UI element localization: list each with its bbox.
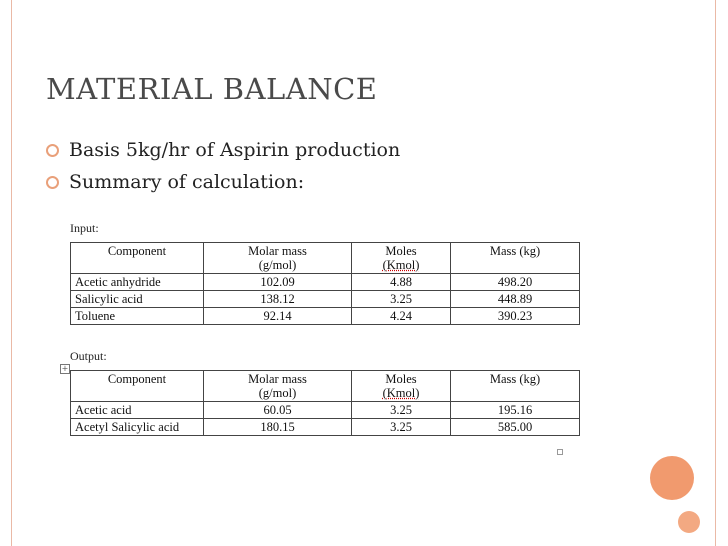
table-row	[71, 308, 580, 325]
cell-component: Toluene	[71, 308, 204, 325]
cell-component: Acetyl Salicylic acid	[71, 419, 204, 436]
header-molar-mass-unit: (g/mol)	[258, 258, 297, 272]
bullet-item	[46, 134, 400, 166]
output-table-block	[70, 349, 580, 436]
table-row	[71, 419, 580, 436]
header-moles-label: Moles	[385, 244, 417, 258]
table-row	[71, 402, 580, 419]
table-header-row	[71, 243, 580, 274]
bullet-text: Summary of calculation:	[69, 171, 305, 193]
header-molar-mass-unit: (g/mol)	[258, 386, 297, 400]
header-molar-mass	[204, 371, 352, 402]
header-molar-mass-label: Molar mass	[248, 372, 307, 386]
header-mass: Mass (kg)	[451, 371, 580, 402]
cell-moles: 3.25	[352, 419, 451, 436]
cell-mass: 390.23	[451, 308, 580, 325]
decorative-circle-large	[650, 456, 694, 500]
bullet-ring-icon	[46, 144, 59, 157]
table-move-handle-icon[interactable]: +	[61, 364, 69, 373]
cell-component: Acetic acid	[71, 402, 204, 419]
header-molar-mass-label: Molar mass	[248, 244, 307, 258]
cell-molar-mass: 180.15	[204, 419, 352, 436]
table-row	[71, 291, 580, 308]
header-moles-unit: (Kmol)	[382, 386, 420, 400]
bullet-ring-icon	[46, 176, 59, 189]
cell-mass: 498.20	[451, 274, 580, 291]
header-molar-mass	[204, 243, 352, 274]
slide-title: MATERIAL BALANCE	[46, 72, 378, 106]
table-row	[71, 274, 580, 291]
cell-moles: 4.24	[352, 308, 451, 325]
cell-molar-mass: 92.14	[204, 308, 352, 325]
header-moles-unit: (Kmol)	[382, 258, 420, 272]
cell-mass: 585.00	[451, 419, 580, 436]
cell-molar-mass: 138.12	[204, 291, 352, 308]
input-table	[70, 242, 580, 325]
header-moles	[352, 371, 451, 402]
cell-molar-mass: 60.05	[204, 402, 352, 419]
output-table	[70, 370, 580, 436]
header-moles	[352, 243, 451, 274]
header-component: Component	[71, 371, 204, 402]
input-table-block	[70, 221, 580, 325]
header-component: Component	[71, 243, 204, 274]
cell-component: Salicylic acid	[71, 291, 204, 308]
cell-moles: 3.25	[352, 402, 451, 419]
cell-moles: 4.88	[352, 274, 451, 291]
cell-moles: 3.25	[352, 291, 451, 308]
table-resize-handle[interactable]	[557, 449, 563, 455]
decorative-circle-small	[678, 511, 700, 533]
output-label: Output:	[70, 349, 107, 363]
bullet-item	[46, 166, 400, 198]
cell-molar-mass: 102.09	[204, 274, 352, 291]
table-header-row	[71, 371, 580, 402]
cell-mass: 195.16	[451, 402, 580, 419]
bullet-text: Basis 5kg/hr of Aspirin production	[69, 139, 401, 161]
cell-component: Acetic anhydride	[71, 274, 204, 291]
input-label: Input:	[70, 221, 99, 235]
header-moles-label: Moles	[385, 372, 417, 386]
bullet-list	[46, 134, 400, 198]
cell-mass: 448.89	[451, 291, 580, 308]
header-mass: Mass (kg)	[451, 243, 580, 274]
